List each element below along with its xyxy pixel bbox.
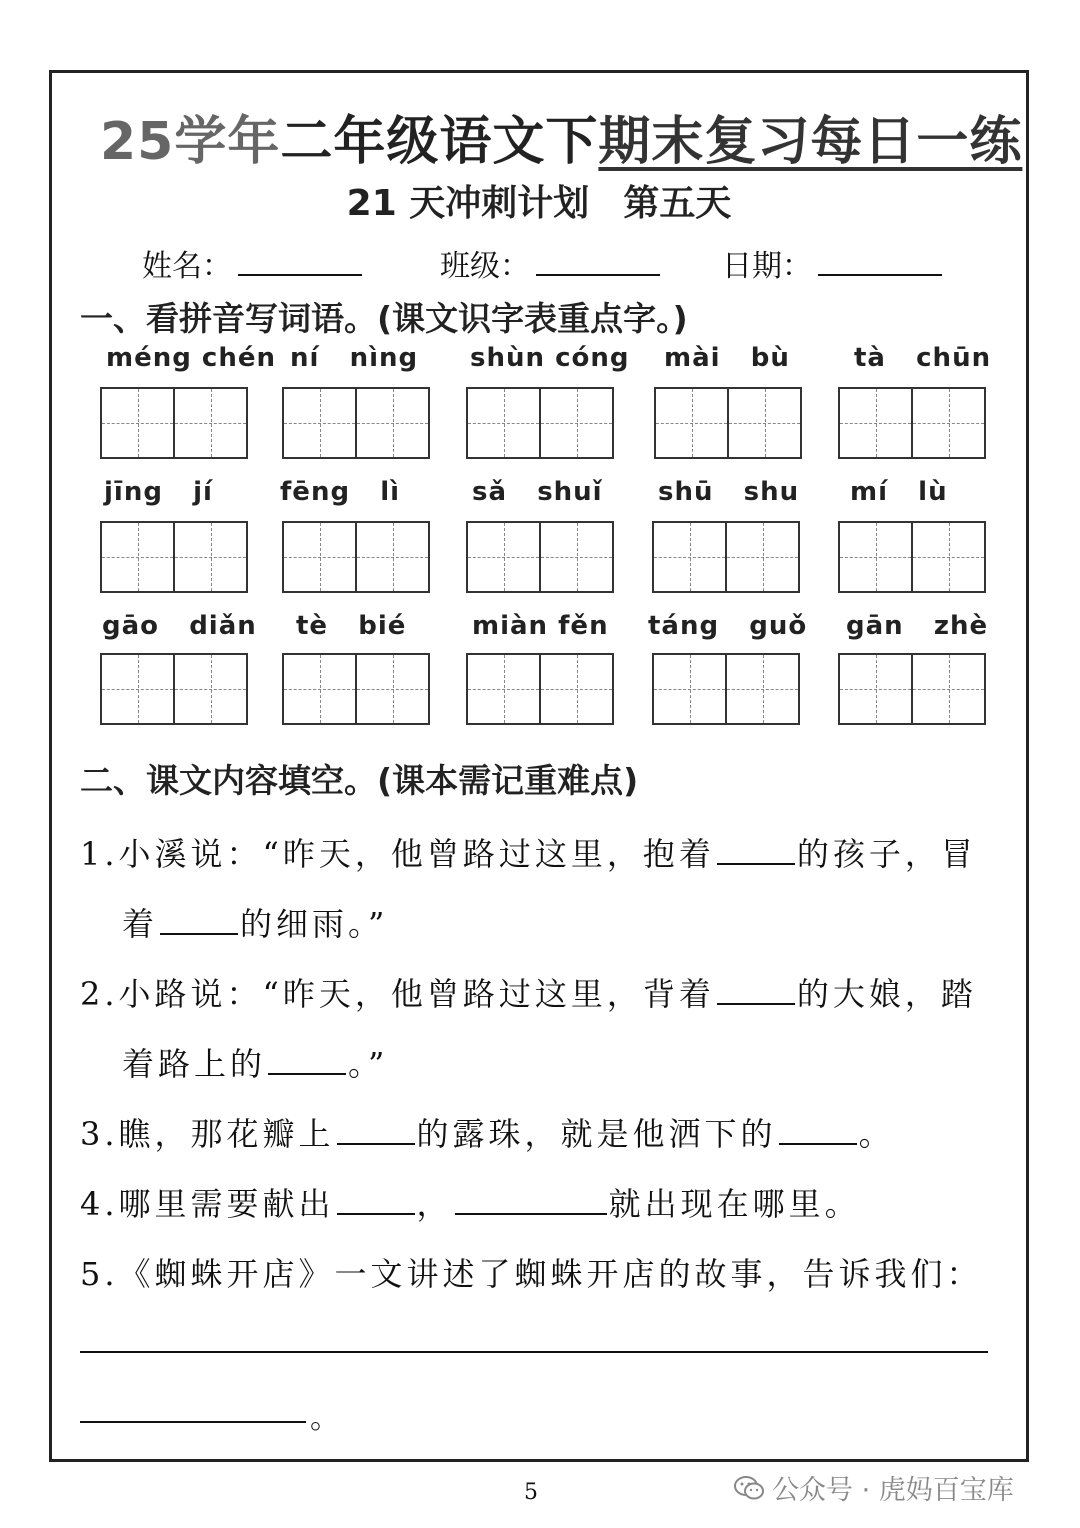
section1-title: 一、看拼音写词语。(课文识字表重点字。) [80,299,688,338]
pinyin-label: tà chūn [854,343,992,373]
answer-blank[interactable] [337,1187,415,1215]
pinyin-label: gān zhè [846,611,989,641]
worksheet-title: 25学年二年级语文下期末复习每日一练 [100,112,1023,172]
writing-grid[interactable] [466,521,614,593]
writing-grid[interactable] [282,387,430,459]
writing-grid[interactable] [838,387,986,459]
section2-title: 二、课文内容填空。(课本需记重难点) [80,761,639,800]
question-3: 3.瞧，那花瓣上 的露珠，就是他洒下的 。 [80,1115,895,1153]
end-period: 。 [310,1401,340,1436]
pinyin-label: ní nìng [290,343,419,373]
question-4: 4.哪里需要献出 ， 就出现在哪里。 [80,1185,861,1223]
answer-blank[interactable] [717,837,795,865]
pinyin-label: mí lù [850,477,948,507]
writing-grid[interactable] [466,387,614,459]
pinyin-label: gāo diǎn [102,611,257,641]
question-1-cont: 着 的细雨。” [122,905,389,943]
answer-line[interactable] [80,1351,988,1353]
pinyin-label: shùn cóng [470,343,630,373]
pinyin-label: tè bié [296,611,407,641]
writing-grid[interactable] [838,653,986,725]
question-1: 1.小溪说：“昨天，他曾路过这里，抱着 的孩子，冒 [80,835,977,873]
date-field[interactable]: 日期： [722,241,942,285]
worksheet [49,70,1029,1462]
pinyin-label: jīng jí [104,477,213,507]
answer-blank[interactable] [717,977,795,1005]
writing-grid[interactable] [654,387,802,459]
answer-blank[interactable] [160,907,238,935]
answer-blank[interactable] [455,1187,607,1215]
wechat-icon [734,1475,764,1501]
question-2-cont: 着路上的 。” [122,1045,389,1083]
pinyin-label: miàn fěn [472,611,609,641]
pinyin-label: mài bù [664,343,790,373]
writing-grid[interactable] [100,653,248,725]
question-5: 5.《蜘蛛开店》一文讲述了蜘蛛开店的故事，告诉我们： [80,1255,983,1293]
question-2: 2.小路说：“昨天，他曾路过这里，背着 的大娘，踏 [80,975,977,1013]
writing-grid[interactable] [282,521,430,593]
pinyin-label: méng chén [106,343,276,373]
watermark: 公众号 · 虎妈百宝库 [734,1468,1014,1507]
writing-grid[interactable] [100,521,248,593]
answer-blank[interactable] [779,1117,857,1145]
pinyin-label: táng guǒ [648,611,808,641]
name-field[interactable]: 姓名： [142,241,362,285]
worksheet-subtitle: 21 天冲刺计划 第五天 [346,183,732,224]
pinyin-label: sǎ shuǐ [472,477,603,507]
answer-blank[interactable] [268,1047,346,1075]
writing-grid[interactable] [282,653,430,725]
pinyin-label: fēng lì [280,477,401,507]
writing-grid[interactable] [652,521,800,593]
pinyin-label: shū shu [658,477,800,507]
writing-grid[interactable] [100,387,248,459]
page-number: 5 [524,1480,538,1505]
answer-line[interactable] [80,1421,306,1423]
writing-grid[interactable] [466,653,614,725]
class-field[interactable]: 班级： [440,241,660,285]
answer-blank[interactable] [337,1117,415,1145]
writing-grid[interactable] [652,653,800,725]
writing-grid[interactable] [838,521,986,593]
